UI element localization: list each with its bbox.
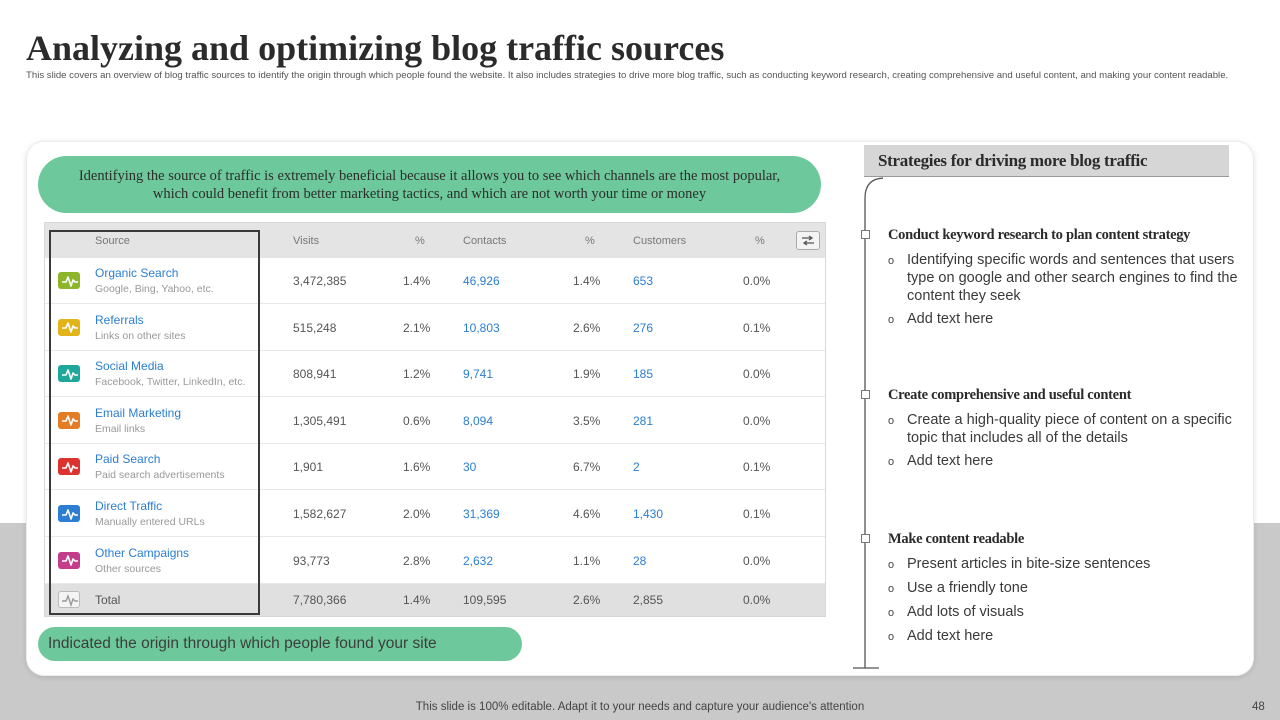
cell-contacts[interactable]: 2,632 xyxy=(463,553,494,568)
cell-visits-pct: 1.6% xyxy=(403,460,431,475)
cell-contacts[interactable]: 31,369 xyxy=(463,507,500,521)
timeline-line xyxy=(853,176,883,672)
source-name-link[interactable]: Social Media xyxy=(95,359,164,374)
bullet-marker: o xyxy=(888,607,895,619)
source-description: Email links xyxy=(95,422,146,435)
source-description: Manually entered URLs xyxy=(95,516,205,528)
bullet-marker: o xyxy=(888,415,895,427)
bullet-marker: o xyxy=(888,631,895,643)
slide-footer: This slide is 100% editable. Adapt it to your needs and capture your audience's attention xyxy=(415,701,865,713)
cell-customers[interactable]: 653 xyxy=(633,274,654,288)
timeline-marker xyxy=(861,390,870,399)
header-contacts[interactable]: Contacts xyxy=(463,235,507,247)
strategy-title-useful-content: Create comprehensive and useful content xyxy=(888,387,1132,403)
bullet-marker: o xyxy=(888,255,895,267)
bullet-text[interactable]: Add text here xyxy=(907,628,994,644)
bullet-marker: o xyxy=(888,583,895,595)
callout-top: Identifying the source of traffic is extremely beneficial because it allows you to see which channels are the most popular, which could benefit from better marketing tactics, and which are not worth your time or money xyxy=(38,156,821,213)
header-visits-pct[interactable]: % xyxy=(415,235,425,247)
total-visits-pct: 1.4% xyxy=(403,593,431,608)
bullet-marker: o xyxy=(888,314,895,326)
callout-bottom: Indicated the origin through which people found your site xyxy=(38,627,522,661)
source-column-highlight xyxy=(49,230,260,615)
strategy-bullet xyxy=(888,603,1247,622)
strategy-bullet xyxy=(888,627,1247,646)
cell-visits-pct: 1.2% xyxy=(403,367,431,382)
total-customers-pct: 0.0% xyxy=(743,593,771,608)
cell-visits: 515,248 xyxy=(293,320,337,335)
source-name-link[interactable]: Email Marketing xyxy=(95,405,182,420)
cell-visits: 1,582,627 xyxy=(293,507,347,521)
cell-customers-pct: 0.0% xyxy=(743,367,771,382)
cell-contacts[interactable]: 30 xyxy=(463,460,477,475)
header-visits[interactable]: Visits xyxy=(293,235,320,247)
bullet-text: Use a friendly tone xyxy=(907,580,1028,596)
source-name-link[interactable]: Paid Search xyxy=(95,452,161,467)
cell-contacts[interactable]: 9,741 xyxy=(463,367,494,382)
cell-customers[interactable]: 276 xyxy=(633,320,654,335)
strategy-title-keyword-research: Conduct keyword research to plan content strategy xyxy=(888,227,1191,243)
total-contacts: 109,595 xyxy=(463,593,507,608)
timeline-marker xyxy=(861,230,870,239)
cell-visits-pct: 1.4% xyxy=(403,274,431,288)
bullet-text[interactable]: Add text here xyxy=(907,311,994,327)
bullet-text: Present articles in bite-size sentences xyxy=(907,556,1151,572)
cell-contacts-pct: 1.4% xyxy=(573,274,601,288)
strategy-title-readable: Make content readable xyxy=(888,531,1024,547)
cell-customers-pct: 0.1% xyxy=(743,507,771,521)
cell-customers[interactable]: 281 xyxy=(633,413,654,428)
cell-visits: 1,305,491 xyxy=(293,413,347,428)
cell-contacts-pct: 3.5% xyxy=(573,413,601,428)
strategy-bullet xyxy=(888,310,1247,329)
cell-visits: 93,773 xyxy=(293,553,330,568)
cell-visits-pct: 2.8% xyxy=(403,553,431,568)
total-customers: 2,855 xyxy=(633,593,664,608)
swap-columns-button[interactable] xyxy=(796,231,820,250)
cell-customers-pct: 0.0% xyxy=(743,413,771,428)
total-contacts-pct: 2.6% xyxy=(573,593,601,608)
bullet-marker: o xyxy=(888,559,895,571)
strategy-bullet xyxy=(888,452,1247,471)
source-name-link[interactable]: Referrals xyxy=(95,312,144,327)
bullet-text: Identifying specific words and sentences that users type on google and other search engines to find the content they seek xyxy=(907,252,1238,304)
total-label: Total xyxy=(95,593,121,608)
cell-customers-pct: 0.0% xyxy=(743,274,771,288)
cell-contacts-pct: 6.7% xyxy=(573,460,601,475)
page-number: 48 xyxy=(1252,701,1265,713)
cell-customers[interactable]: 28 xyxy=(633,553,647,568)
swap-arrows-icon xyxy=(801,235,815,246)
strategy-bullet xyxy=(888,579,1247,598)
source-description: Facebook, Twitter, LinkedIn, etc. xyxy=(95,376,246,389)
strategy-bullet xyxy=(888,251,1247,305)
timeline-marker xyxy=(861,534,870,543)
source-description: Google, Bing, Yahoo, etc. xyxy=(95,283,214,295)
source-description: Paid search advertisements xyxy=(95,469,225,482)
cell-visits-pct: 2.1% xyxy=(403,320,431,335)
cell-customers-pct: 0.0% xyxy=(743,553,771,568)
bullet-text: Create a high-quality piece of content on a specific topic that includes all of the details xyxy=(907,412,1232,446)
strategies-heading: Strategies for driving more blog traffic xyxy=(864,145,1229,177)
cell-contacts-pct: 1.9% xyxy=(573,367,601,382)
cell-customers[interactable]: 2 xyxy=(633,460,640,475)
source-name-link[interactable]: Organic Search xyxy=(95,266,179,280)
header-contacts-pct[interactable]: % xyxy=(585,235,595,247)
cell-visits-pct: 0.6% xyxy=(403,413,431,428)
slide-title: Analyzing and optimizing blog traffic sources xyxy=(26,28,725,68)
header-customers[interactable]: Customers xyxy=(633,235,687,247)
cell-customers[interactable]: 1,430 xyxy=(633,507,664,521)
cell-contacts-pct: 1.1% xyxy=(573,553,601,568)
source-description: Other sources xyxy=(95,562,161,575)
source-description: Links on other sites xyxy=(95,329,186,342)
header-source[interactable]: Source xyxy=(95,235,130,247)
bullet-text[interactable]: Add text here xyxy=(907,453,994,469)
cell-contacts[interactable]: 8,094 xyxy=(463,413,494,428)
cell-contacts[interactable]: 46,926 xyxy=(463,274,500,288)
cell-contacts-pct: 2.6% xyxy=(573,320,601,335)
cell-customers-pct: 0.1% xyxy=(743,460,771,475)
source-name-link[interactable]: Other Campaigns xyxy=(95,545,190,560)
slide-subtitle: This slide covers an overview of blog traffic sources to identify the origin through which people found the website. It also includes strategies to drive more blog traffic, such as conducting keyword research, creating comprehensive and useful content, and making your content readable. xyxy=(26,70,1229,81)
cell-customers-pct: 0.1% xyxy=(743,320,771,335)
bullet-text: Add lots of visuals xyxy=(907,604,1024,620)
strategy-bullet xyxy=(888,411,1247,447)
cell-visits: 808,941 xyxy=(293,367,337,382)
strategy-bullet xyxy=(888,555,1247,574)
cell-contacts-pct: 4.6% xyxy=(573,507,601,521)
cell-visits: 1,901 xyxy=(293,460,324,475)
cell-customers[interactable]: 185 xyxy=(633,367,654,382)
source-name-link[interactable]: Direct Traffic xyxy=(95,499,163,513)
bullet-marker: o xyxy=(888,456,895,468)
cell-visits-pct: 2.0% xyxy=(403,507,431,521)
total-visits: 7,780,366 xyxy=(293,593,347,608)
cell-visits: 3,472,385 xyxy=(293,274,347,288)
cell-contacts[interactable]: 10,803 xyxy=(463,320,500,335)
header-customers-pct[interactable]: % xyxy=(755,235,765,247)
